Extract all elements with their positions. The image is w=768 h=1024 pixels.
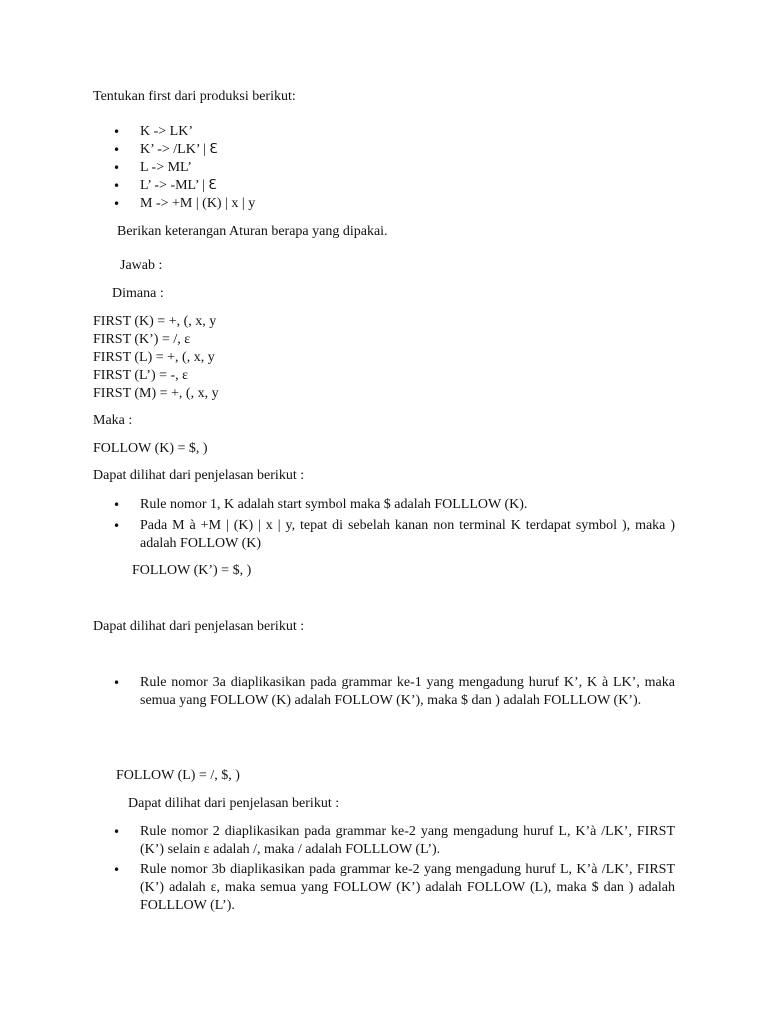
follow-k-points bbox=[93, 496, 675, 553]
production-list bbox=[93, 123, 255, 213]
first-set-line: FIRST (M) = +, (, x, y bbox=[93, 386, 219, 401]
follow-l-title: FOLLOW (L) = /, $, ) bbox=[116, 768, 240, 783]
jawab-label: Jawab : bbox=[120, 258, 163, 273]
explanation-item: • Rule nomor 2 diaplikasikan pada grammar ke-2 yang mengadung huruf L, K’à /LK’, FIRST (K’) selain ε adalah /, maka / adalah FOLLLOW (L’). bbox=[93, 823, 675, 859]
production-item: • M -> +M | (K) | x | y bbox=[93, 195, 255, 213]
production-item: • K’ -> /LK’ | ℇ bbox=[93, 141, 255, 159]
explanation-item: • Pada M à +M | (K) | x | y, tepat di sebelah kanan non terminal K terdapat symbol ), maka ) adalah FOLLOW (K) bbox=[93, 517, 675, 553]
first-set-list bbox=[93, 313, 219, 403]
follow-l-points bbox=[93, 823, 675, 915]
follow-l-intro: Dapat dilihat dari penjelasan berikut : bbox=[128, 796, 340, 811]
explanation-item: • Rule nomor 3b diaplikasikan pada grammar ke-2 yang mengadung huruf L, K’à /LK’, FIRST (K’) adalah ε, maka semua yang FOLLOW (K’) adalah FOLLOW (L), maka $ dan ) adalah FOLLLOW (L’). bbox=[93, 861, 675, 915]
question-intro: Tentukan first dari produksi berikut: bbox=[93, 89, 296, 104]
dimana-label: Dimana : bbox=[112, 286, 164, 301]
follow-k2-title: FOLLOW (K’) = $, ) bbox=[132, 563, 252, 578]
instruction-text: Berikan keterangan Aturan berapa yang dipakai. bbox=[117, 224, 388, 239]
first-set-line: FIRST (K) = +, (, x, y bbox=[93, 314, 217, 329]
production-item: • L’ -> -ML’ | ℇ bbox=[93, 177, 255, 195]
explanation-item: • Rule nomor 1, K adalah start symbol maka $ adalah FOLLLOW (K). bbox=[93, 496, 675, 514]
production-item: • K -> LK’ bbox=[93, 123, 255, 141]
first-set-line: FIRST (L) = +, (, x, y bbox=[93, 350, 215, 365]
maka-label: Maka : bbox=[93, 413, 133, 428]
production-item: • L -> ML’ bbox=[93, 159, 255, 177]
follow-k2-intro: Dapat dilihat dari penjelasan berikut : bbox=[93, 619, 305, 634]
first-set-line: FIRST (K’) = /, ε bbox=[93, 332, 191, 347]
follow-k-intro: Dapat dilihat dari penjelasan berikut : bbox=[93, 468, 305, 483]
follow-k2-points bbox=[93, 674, 675, 710]
first-set-line: FIRST (L’) = -, ε bbox=[93, 368, 189, 383]
explanation-item: • Rule nomor 3a diaplikasikan pada grammar ke-1 yang mengadung huruf K’, K à LK’, maka semua yang FOLLOW (K) adalah FOLLOW (K’), maka $ dan ) adalah FOLLLOW (K’). bbox=[93, 674, 675, 710]
follow-k-title: FOLLOW (K) = $, ) bbox=[93, 441, 208, 456]
